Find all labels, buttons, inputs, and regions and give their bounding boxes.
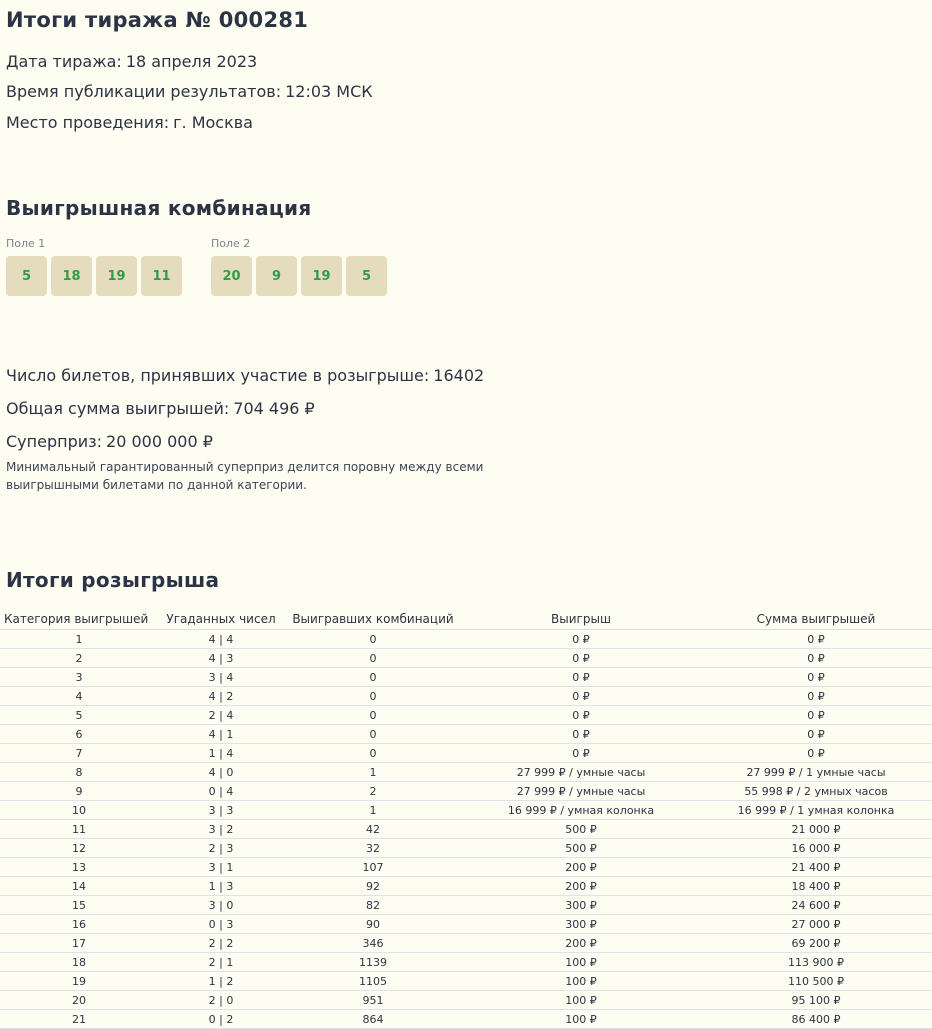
cell-prize: 0 ₽ (462, 706, 700, 725)
cell-total: 69 200 ₽ (700, 934, 932, 953)
cell-category: 11 (0, 820, 158, 839)
cell-guessed: 3 | 1 (158, 858, 284, 877)
superprize-label: Суперприз: (6, 432, 103, 451)
cell-category: 12 (0, 839, 158, 858)
cell-total: 55 998 ₽ / 2 умных часов (700, 782, 932, 801)
cell-total: 0 ₽ (700, 706, 932, 725)
draw-date-value: 18 апреля 2023 (125, 52, 258, 71)
cell-total: 0 ₽ (700, 725, 932, 744)
total-winnings-label: Общая сумма выигрышей: (6, 399, 230, 418)
table-row (0, 706, 932, 725)
cell-prize: 500 ₽ (462, 839, 700, 858)
field2-balls (211, 256, 387, 296)
cell-guessed: 3 | 4 (158, 668, 284, 687)
ball: 5 (6, 256, 47, 296)
field2-label: Поле 2 (211, 237, 251, 250)
column-header-prize: Выигрыш (462, 609, 700, 630)
cell-total: 86 400 ₽ (700, 1010, 932, 1029)
cell-prize: 16 999 ₽ / умная колонка (462, 801, 700, 820)
cell-guessed: 2 | 3 (158, 839, 284, 858)
cell-guessed: 2 | 2 (158, 934, 284, 953)
cell-total: 24 600 ₽ (700, 896, 932, 915)
table-row (0, 972, 932, 991)
table-row (0, 744, 932, 763)
cell-total: 95 100 ₽ (700, 991, 932, 1010)
table-row (0, 668, 932, 687)
ball: 18 (51, 256, 92, 296)
cell-prize: 0 ₽ (462, 668, 700, 687)
cell-prize: 300 ₽ (462, 896, 700, 915)
cell-guessed: 2 | 1 (158, 953, 284, 972)
cell-combinations: 0 (284, 668, 462, 687)
cell-guessed: 1 | 2 (158, 972, 284, 991)
cell-guessed: 3 | 3 (158, 801, 284, 820)
cell-combinations: 90 (284, 915, 462, 934)
table-row (0, 801, 932, 820)
table-row (0, 896, 932, 915)
table-row (0, 630, 932, 649)
cell-combinations: 0 (284, 630, 462, 649)
ball: 11 (141, 256, 182, 296)
table-row (0, 649, 932, 668)
results-title: Итоги розыгрыша (6, 568, 220, 592)
ball: 5 (346, 256, 387, 296)
cell-combinations: 1 (284, 763, 462, 782)
place-value: г. Москва (173, 113, 253, 132)
cell-total: 21 000 ₽ (700, 820, 932, 839)
superprize-note: Минимальный гарантированный суперприз делится поровну между всеми выигрышными билетами по данной категории. (6, 460, 484, 492)
column-header-total: Сумма выигрышей (700, 609, 932, 630)
cell-prize: 100 ₽ (462, 953, 700, 972)
place-row (6, 113, 253, 132)
cell-total: 16 000 ₽ (700, 839, 932, 858)
cell-guessed: 4 | 1 (158, 725, 284, 744)
cell-guessed: 1 | 4 (158, 744, 284, 763)
cell-combinations: 32 (284, 839, 462, 858)
results-table-body (0, 630, 932, 1029)
cell-total: 18 400 ₽ (700, 877, 932, 896)
publish-time-value: 12:03 МСК (285, 82, 373, 101)
cell-prize: 0 ₽ (462, 744, 700, 763)
cell-combinations: 1105 (284, 972, 462, 991)
cell-category: 7 (0, 744, 158, 763)
cell-prize: 0 ₽ (462, 687, 700, 706)
cell-prize: 0 ₽ (462, 649, 700, 668)
cell-prize: 200 ₽ (462, 934, 700, 953)
cell-total: 27 000 ₽ (700, 915, 932, 934)
cell-total: 113 900 ₽ (700, 953, 932, 972)
cell-category: 17 (0, 934, 158, 953)
table-row (0, 820, 932, 839)
cell-guessed: 0 | 2 (158, 1010, 284, 1029)
page-title: Итоги тиража № 000281 (6, 8, 309, 32)
table-header-row (0, 609, 932, 630)
cell-guessed: 1 | 3 (158, 877, 284, 896)
cell-category: 4 (0, 687, 158, 706)
cell-prize: 0 ₽ (462, 725, 700, 744)
publish-time-label: Время публикации результатов: (6, 82, 282, 101)
column-header-combinations: Выигравших комбинаций (284, 609, 462, 630)
cell-prize: 200 ₽ (462, 877, 700, 896)
table-row (0, 687, 932, 706)
table-row (0, 991, 932, 1010)
cell-category: 6 (0, 725, 158, 744)
cell-combinations: 2 (284, 782, 462, 801)
cell-combinations: 1139 (284, 953, 462, 972)
cell-combinations: 864 (284, 1010, 462, 1029)
table-row (0, 877, 932, 896)
cell-combinations: 0 (284, 706, 462, 725)
cell-guessed: 0 | 4 (158, 782, 284, 801)
cell-guessed: 0 | 3 (158, 915, 284, 934)
cell-prize: 300 ₽ (462, 915, 700, 934)
draw-date-row (6, 52, 257, 71)
cell-combinations: 346 (284, 934, 462, 953)
cell-guessed: 4 | 4 (158, 630, 284, 649)
publish-time-row (6, 82, 373, 101)
cell-category: 16 (0, 915, 158, 934)
cell-guessed: 4 | 3 (158, 649, 284, 668)
table-row (0, 763, 932, 782)
superprize-row (6, 432, 213, 451)
cell-combinations: 1 (284, 801, 462, 820)
cell-guessed: 3 | 2 (158, 820, 284, 839)
total-winnings-value: 704 496 ₽ (233, 399, 315, 418)
cell-category: 13 (0, 858, 158, 877)
column-header-guessed: Угаданных чисел (158, 609, 284, 630)
cell-category: 20 (0, 991, 158, 1010)
table-row (0, 915, 932, 934)
ball: 20 (211, 256, 252, 296)
cell-combinations: 0 (284, 649, 462, 668)
tickets-count-value: 16402 (433, 366, 485, 385)
cell-guessed: 3 | 0 (158, 896, 284, 915)
cell-category: 5 (0, 706, 158, 725)
cell-category: 19 (0, 972, 158, 991)
cell-total: 27 999 ₽ / 1 умные часы (700, 763, 932, 782)
cell-category: 21 (0, 1010, 158, 1029)
column-header-category: Категория выигрышей (0, 609, 158, 630)
table-row (0, 1010, 932, 1029)
cell-combinations: 0 (284, 744, 462, 763)
cell-prize: 500 ₽ (462, 820, 700, 839)
cell-category: 10 (0, 801, 158, 820)
cell-guessed: 4 | 2 (158, 687, 284, 706)
table-row (0, 782, 932, 801)
total-winnings-row (6, 399, 315, 418)
cell-prize: 100 ₽ (462, 1010, 700, 1029)
field1-balls (6, 256, 182, 296)
cell-combinations: 92 (284, 877, 462, 896)
cell-category: 14 (0, 877, 158, 896)
cell-total: 21 400 ₽ (700, 858, 932, 877)
cell-prize: 200 ₽ (462, 858, 700, 877)
place-label: Место проведения: (6, 113, 170, 132)
cell-prize: 27 999 ₽ / умные часы (462, 763, 700, 782)
cell-combinations: 82 (284, 896, 462, 915)
field1-label: Поле 1 (6, 237, 46, 250)
cell-category: 15 (0, 896, 158, 915)
cell-combinations: 42 (284, 820, 462, 839)
cell-prize: 0 ₽ (462, 630, 700, 649)
cell-guessed: 2 | 4 (158, 706, 284, 725)
table-row (0, 953, 932, 972)
cell-guessed: 4 | 0 (158, 763, 284, 782)
cell-guessed: 2 | 0 (158, 991, 284, 1010)
cell-total: 0 ₽ (700, 630, 932, 649)
tickets-count-label: Число билетов, принявших участие в розыгрыше: (6, 366, 430, 385)
cell-total: 0 ₽ (700, 649, 932, 668)
cell-total: 0 ₽ (700, 687, 932, 706)
cell-combinations: 107 (284, 858, 462, 877)
table-row (0, 725, 932, 744)
cell-combinations: 0 (284, 687, 462, 706)
tickets-count-row (6, 366, 484, 385)
cell-prize: 27 999 ₽ / умные часы (462, 782, 700, 801)
cell-category: 2 (0, 649, 158, 668)
cell-total: 16 999 ₽ / 1 умная колонка (700, 801, 932, 820)
draw-date-label: Дата тиража: (6, 52, 122, 71)
cell-category: 3 (0, 668, 158, 687)
table-row (0, 934, 932, 953)
cell-total: 0 ₽ (700, 744, 932, 763)
superprize-value: 20 000 000 ₽ (106, 432, 213, 451)
cell-combinations: 0 (284, 725, 462, 744)
ball: 19 (96, 256, 137, 296)
cell-total: 110 500 ₽ (700, 972, 932, 991)
cell-category: 1 (0, 630, 158, 649)
winning-combination-title: Выигрышная комбинация (6, 196, 312, 220)
table-row (0, 839, 932, 858)
ball: 19 (301, 256, 342, 296)
cell-category: 18 (0, 953, 158, 972)
table-row (0, 858, 932, 877)
results-table (0, 609, 932, 1029)
cell-prize: 100 ₽ (462, 972, 700, 991)
cell-category: 8 (0, 763, 158, 782)
cell-category: 9 (0, 782, 158, 801)
cell-combinations: 951 (284, 991, 462, 1010)
cell-total: 0 ₽ (700, 668, 932, 687)
cell-prize: 100 ₽ (462, 991, 700, 1010)
ball: 9 (256, 256, 297, 296)
